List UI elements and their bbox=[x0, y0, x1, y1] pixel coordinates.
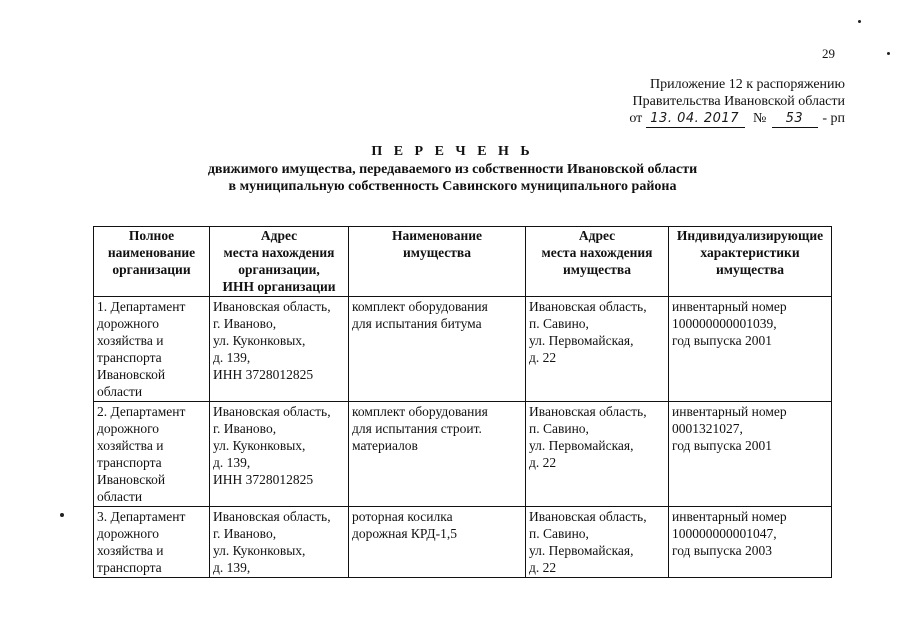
scan-speck bbox=[858, 20, 861, 23]
title-heading: П Е Р Е Ч Е Н Ь bbox=[371, 144, 534, 159]
header-characteristics bbox=[669, 227, 832, 297]
header-org-address-text: Адрес места нахождения организации, ИНН организации bbox=[222, 228, 336, 294]
header-organization-text: Полное наименование организации bbox=[107, 228, 196, 277]
cell-characteristics: инвентарный номер 100000000001039, год выпуска 2001 bbox=[669, 297, 832, 402]
handwritten-number: 53 bbox=[772, 110, 818, 128]
number-label: № bbox=[752, 111, 767, 126]
header-property-address-text: Адрес места нахождения имущества bbox=[541, 228, 653, 277]
table-header-row bbox=[94, 227, 832, 297]
scan-speck bbox=[60, 513, 64, 517]
header-characteristics-text: Индивидуализирующие характеристики имущества bbox=[676, 228, 824, 277]
cell-property-address: Ивановская область, п. Савино, ул. Первомайская, д. 22 bbox=[526, 402, 669, 507]
from-label: от bbox=[629, 111, 643, 126]
header-property-name-text: Наименование имущества bbox=[392, 228, 482, 260]
appendix-line-2: Правительства Ивановской области bbox=[632, 94, 845, 109]
cell-property-name: комплект оборудования для испытания битума bbox=[349, 297, 526, 402]
cell-characteristics: инвентарный номер 0001321027, год выпуска 2001 bbox=[669, 402, 832, 507]
cell-organization: 2. Департамент дорожного хозяйства и транспорта Ивановской области bbox=[94, 402, 210, 507]
cell-org-address: Ивановская область, г. Иваново, ул. Куконковых, д. 139, ИНН 3728012825 bbox=[210, 402, 349, 507]
header-organization bbox=[94, 227, 210, 297]
cell-property-address: Ивановская область, п. Савино, ул. Первомайская, д. 22 bbox=[526, 507, 669, 578]
page-number: 29 bbox=[822, 46, 835, 61]
property-table bbox=[93, 226, 832, 578]
table-row bbox=[94, 507, 832, 578]
header-org-address bbox=[210, 227, 349, 297]
title-line-2: в муниципальную собственность Савинского муниципального района bbox=[228, 179, 677, 194]
document-title bbox=[0, 143, 905, 195]
title-line-1: движимого имущества, передаваемого из собственности Ивановской области bbox=[207, 162, 698, 177]
header-property-name bbox=[349, 227, 526, 297]
cell-org-address: Ивановская область, г. Иваново, ул. Куконковых, д. 139, ИНН 3728012825 bbox=[210, 297, 349, 402]
cell-property-name: комплект оборудования для испытания строит. материалов bbox=[349, 402, 526, 507]
appendix-line-1: Приложение 12 к распоряжению bbox=[650, 77, 845, 92]
cell-organization: 1. Департамент дорожного хозяйства и транспорта Ивановской области bbox=[94, 297, 210, 402]
cell-property-address: Ивановская область, п. Савино, ул. Первомайская, д. 22 bbox=[526, 297, 669, 402]
appendix-reference bbox=[629, 76, 845, 128]
appendix-date-line bbox=[629, 110, 845, 128]
cell-org-address: Ивановская область, г. Иваново, ул. Куконковых, д. 139, bbox=[210, 507, 349, 578]
order-suffix: - рп bbox=[822, 111, 845, 126]
header-property-address bbox=[526, 227, 669, 297]
scan-speck bbox=[887, 52, 890, 55]
cell-characteristics: инвентарный номер 100000000001047, год выпуска 2003 bbox=[669, 507, 832, 578]
handwritten-date: 13. 04. 2017 bbox=[646, 110, 745, 128]
table-row bbox=[94, 402, 832, 507]
cell-organization: 3. Департамент дорожного хозяйства и транспорта bbox=[94, 507, 210, 578]
cell-property-name: роторная косилка дорожная КРД-1,5 bbox=[349, 507, 526, 578]
table-row bbox=[94, 297, 832, 402]
